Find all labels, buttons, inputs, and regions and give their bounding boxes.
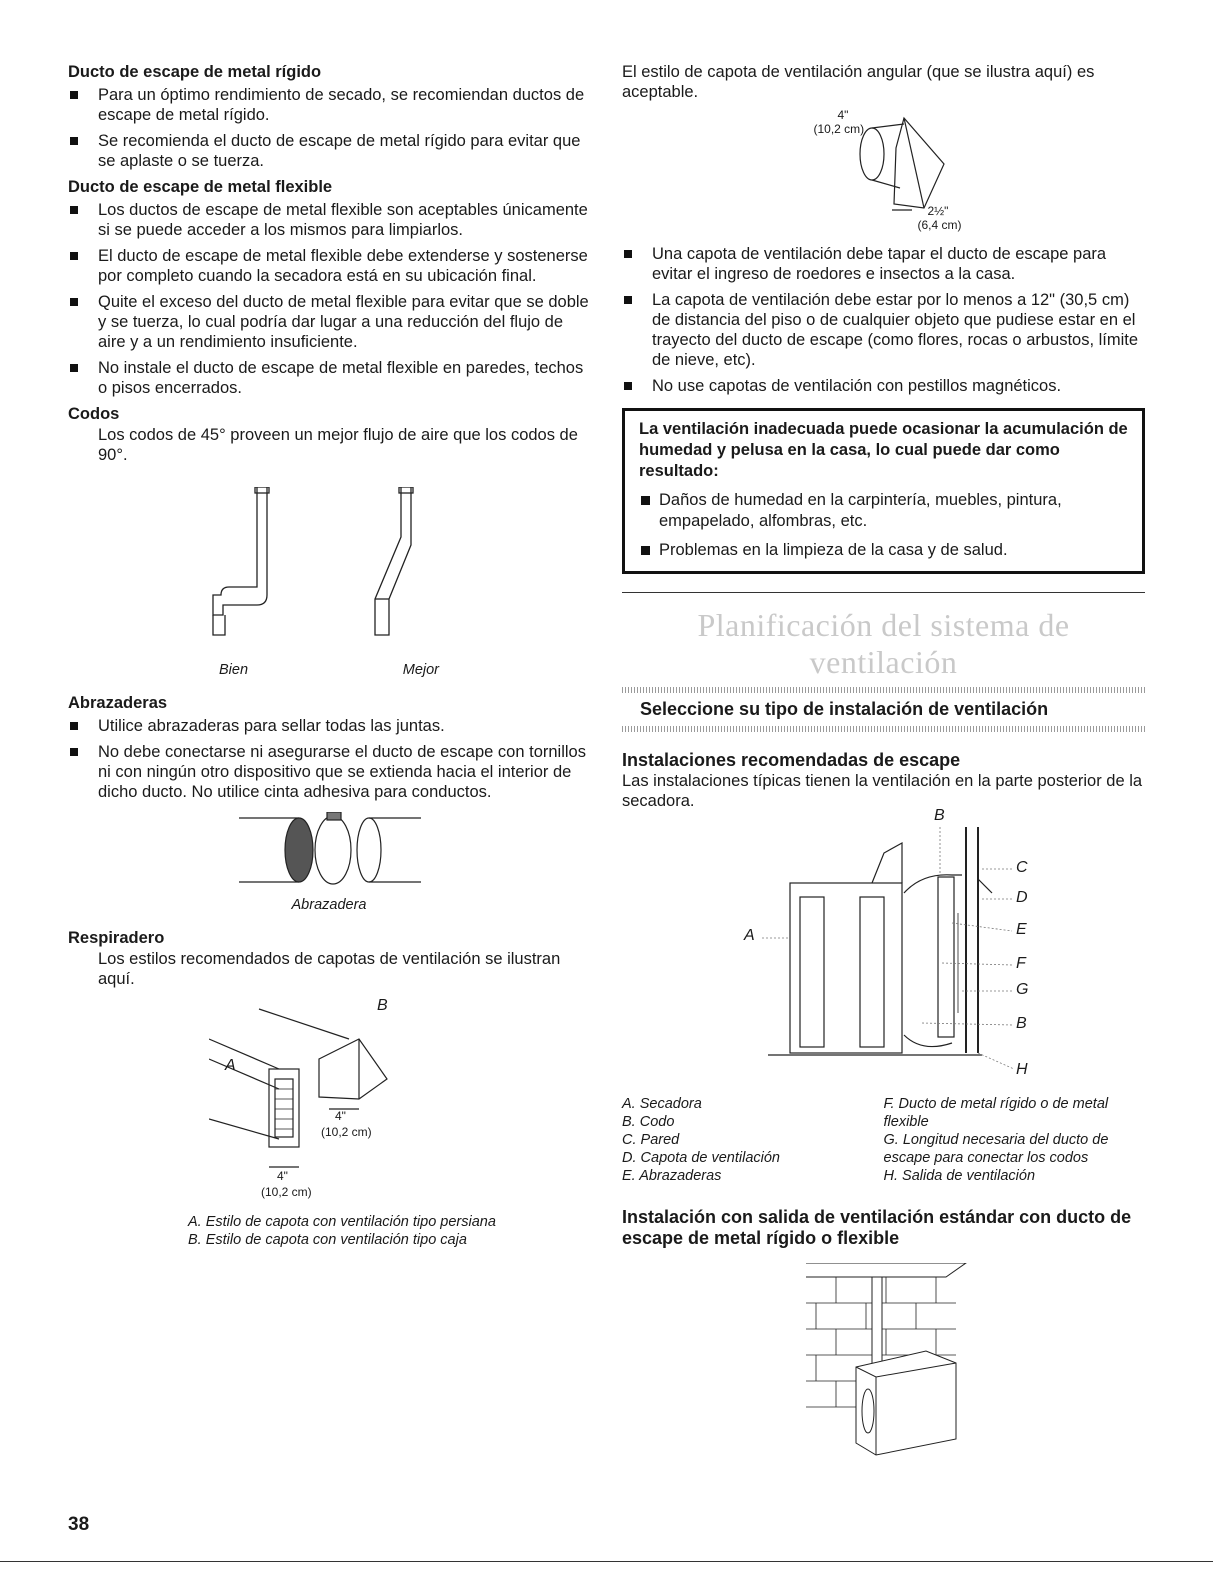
warning-title: La ventilación inadecuada puede ocasionar la acumulación de humedad y pelusa en la casa, lo cual puede dar como resultado: xyxy=(639,420,1128,480)
hood-dim-1: 4" xyxy=(335,1109,346,1123)
legend-item: G. Longitud necesaria del ducto de escape para conectar los codos xyxy=(883,1132,1109,1166)
list-item: No instale el ducto de escape de metal flexible en paredes, techos o pisos encerrados. xyxy=(68,358,590,398)
standard-install-heading: Instalación con salida de ventilación estándar con ducto de escape de metal rígido o flexible xyxy=(622,1207,1132,1248)
list-item: Una capota de ventilación debe tapar el ducto de escape para evitar el ingreso de roedores e insectos a la casa. xyxy=(622,244,1145,284)
section-subtitle: Seleccione su tipo de instalación de ventilación xyxy=(640,699,1049,719)
legend-right xyxy=(884,1095,1146,1185)
page-number: 38 xyxy=(68,1514,90,1535)
legend-item: D. Capota de ventilación xyxy=(622,1150,780,1166)
clamps-list xyxy=(68,716,590,802)
clamps-heading: Abrazaderas xyxy=(68,694,168,712)
bullet-icon xyxy=(641,496,650,505)
rigid-duct-list xyxy=(68,85,590,171)
legend-item: E. Abrazaderas xyxy=(622,1168,722,1184)
section-divider xyxy=(622,592,1145,593)
warning-box xyxy=(622,408,1145,574)
hood-caption-a: A. Estilo de capota con ventilación tipo persiana xyxy=(188,1214,496,1230)
vent-hoods-figure xyxy=(209,999,449,1199)
angular-dim-2-cm: (6,4 cm) xyxy=(917,218,962,232)
diagram-label-h: H xyxy=(1016,1061,1028,1078)
diagram-label-b-bottom: B xyxy=(1016,1015,1027,1032)
elbows-figure xyxy=(179,487,479,657)
diagram-label-g: G xyxy=(1016,981,1029,998)
list-item: Utilice abrazaderas para sellar todas las juntas. xyxy=(68,716,590,736)
clamp-caption: Abrazadera xyxy=(291,897,367,913)
list-item: El ducto de escape de metal flexible debe extenderse y sostenerse por completo cuando la secadora está en su ubicación final. xyxy=(68,246,590,286)
angular-dim-2: 2½" xyxy=(927,204,949,218)
angular-hood-text: El estilo de capota de ventilación angular (que se ilustra aquí) es aceptable. xyxy=(622,63,1095,101)
bullet-icon xyxy=(624,250,632,258)
hood-dim-2: 4" xyxy=(277,1169,288,1183)
hood-caption-b: B. Estilo de capota con ventilación tipo caja xyxy=(188,1232,467,1248)
diagram-label-c: C xyxy=(1016,859,1028,876)
list-item: No debe conectarse ni asegurarse el ducto de escape con tornillos ni con ningún otro dispositivo que se extienda hacia el interior de dicho ducto. No utilice cinta adhesiva para conductos. xyxy=(68,742,590,802)
hood-label-a: A xyxy=(225,1057,236,1074)
legend-item: A. Secadora xyxy=(622,1096,702,1112)
hood-dim-1-cm: (10,2 cm) xyxy=(321,1125,372,1139)
angular-dim-1: 4" xyxy=(837,108,849,122)
vent-text: Los estilos recomendados de capotas de ventilación se ilustran aquí. xyxy=(98,950,561,988)
diagram-label-e: E xyxy=(1016,921,1027,938)
bullet-icon xyxy=(70,364,78,372)
legend-item: B. Codo xyxy=(622,1114,675,1130)
bullet-icon xyxy=(70,298,78,306)
diagram-label-a: A xyxy=(744,927,755,944)
recommended-text: Las instalaciones típicas tienen la ventilación en la parte posterior de la secadora. xyxy=(622,772,1143,810)
diagram-legend xyxy=(622,1095,1145,1185)
bullet-icon xyxy=(70,137,78,145)
list-item: No use capotas de ventilación con pestillos magnéticos. xyxy=(622,376,1145,396)
diagram-label-d: D xyxy=(1016,889,1028,906)
clamp-figure xyxy=(229,812,429,892)
flex-duct-heading: Ducto de escape de metal flexible xyxy=(68,178,333,196)
bullet-icon xyxy=(70,252,78,260)
list-item: Los ductos de escape de metal flexible son aceptables únicamente si se puede acceder a los mismos para limpiarlos. xyxy=(68,200,590,240)
bullet-icon xyxy=(70,748,78,756)
warning-item: Problemas en la limpieza de la casa y de salud. xyxy=(639,540,1128,561)
standard-install-figure xyxy=(806,1263,986,1459)
hood-label-b: B xyxy=(377,997,388,1014)
list-item: Quite el exceso del ducto de metal flexible para evitar que se doble y se tuerza, lo cual podría dar lugar a una reducción del flujo de aire y a un rendimiento insuficiente. xyxy=(68,292,590,352)
section-title: Planificación del sistema de ventilación xyxy=(697,607,1070,680)
installation-diagram xyxy=(622,807,1145,1089)
diagram-label-f: F xyxy=(1016,955,1026,972)
bullet-icon xyxy=(624,382,632,390)
legend-item: H. Salida de ventilación xyxy=(883,1168,1036,1184)
right-column xyxy=(622,62,1145,1459)
diagram-label-b-top: B xyxy=(934,807,945,824)
elbows-text: Los codos de 45° proveen un mejor flujo de aire que los codos de 90°. xyxy=(98,426,578,464)
elbows-heading: Codos xyxy=(68,405,120,423)
bullet-icon xyxy=(641,546,650,555)
angular-dim-1-cm: (10,2 cm) xyxy=(813,122,865,136)
hood-dim-2-cm: (10,2 cm) xyxy=(261,1185,312,1199)
legend-left xyxy=(622,1095,884,1185)
legend-item: F. Ducto de metal rígido o de metal flexible xyxy=(883,1096,1109,1130)
bottom-rule xyxy=(0,1561,1213,1562)
hood-requirements-list xyxy=(622,244,1145,396)
list-item: Se recomienda el ducto de escape de metal rígido para evitar que se aplaste o se tuerza. xyxy=(68,131,590,171)
section-band-bottom xyxy=(622,726,1145,732)
bullet-icon xyxy=(70,206,78,214)
elbow-caption-better: Mejor xyxy=(402,662,439,678)
rigid-duct-heading: Ducto de escape de metal rígido xyxy=(68,63,322,81)
warning-item: Daños de humedad en la carpintería, muebles, pintura, empapelado, alfombras, etc. xyxy=(639,490,1128,532)
vent-heading: Respiradero xyxy=(68,929,165,947)
bullet-icon xyxy=(70,722,78,730)
recommended-heading: Instalaciones recomendadas de escape xyxy=(622,750,961,770)
bullet-icon xyxy=(624,296,632,304)
legend-item: C. Pared xyxy=(622,1132,680,1148)
elbow-caption-good: Bien xyxy=(219,662,249,678)
list-item: Para un óptimo rendimiento de secado, se recomiendan ductos de escape de metal rígido. xyxy=(68,85,590,125)
flex-duct-list xyxy=(68,200,590,398)
angular-hood-figure xyxy=(784,108,984,238)
left-column xyxy=(68,62,590,1249)
bullet-icon xyxy=(70,91,78,99)
list-item: La capota de ventilación debe estar por lo menos a 12" (30,5 cm) de distancia del piso o de cualquier objeto que pudiese estar en el trayecto del ducto de escape (como flores, rocas o arbustos, límite de nieve, etc). xyxy=(622,290,1145,370)
